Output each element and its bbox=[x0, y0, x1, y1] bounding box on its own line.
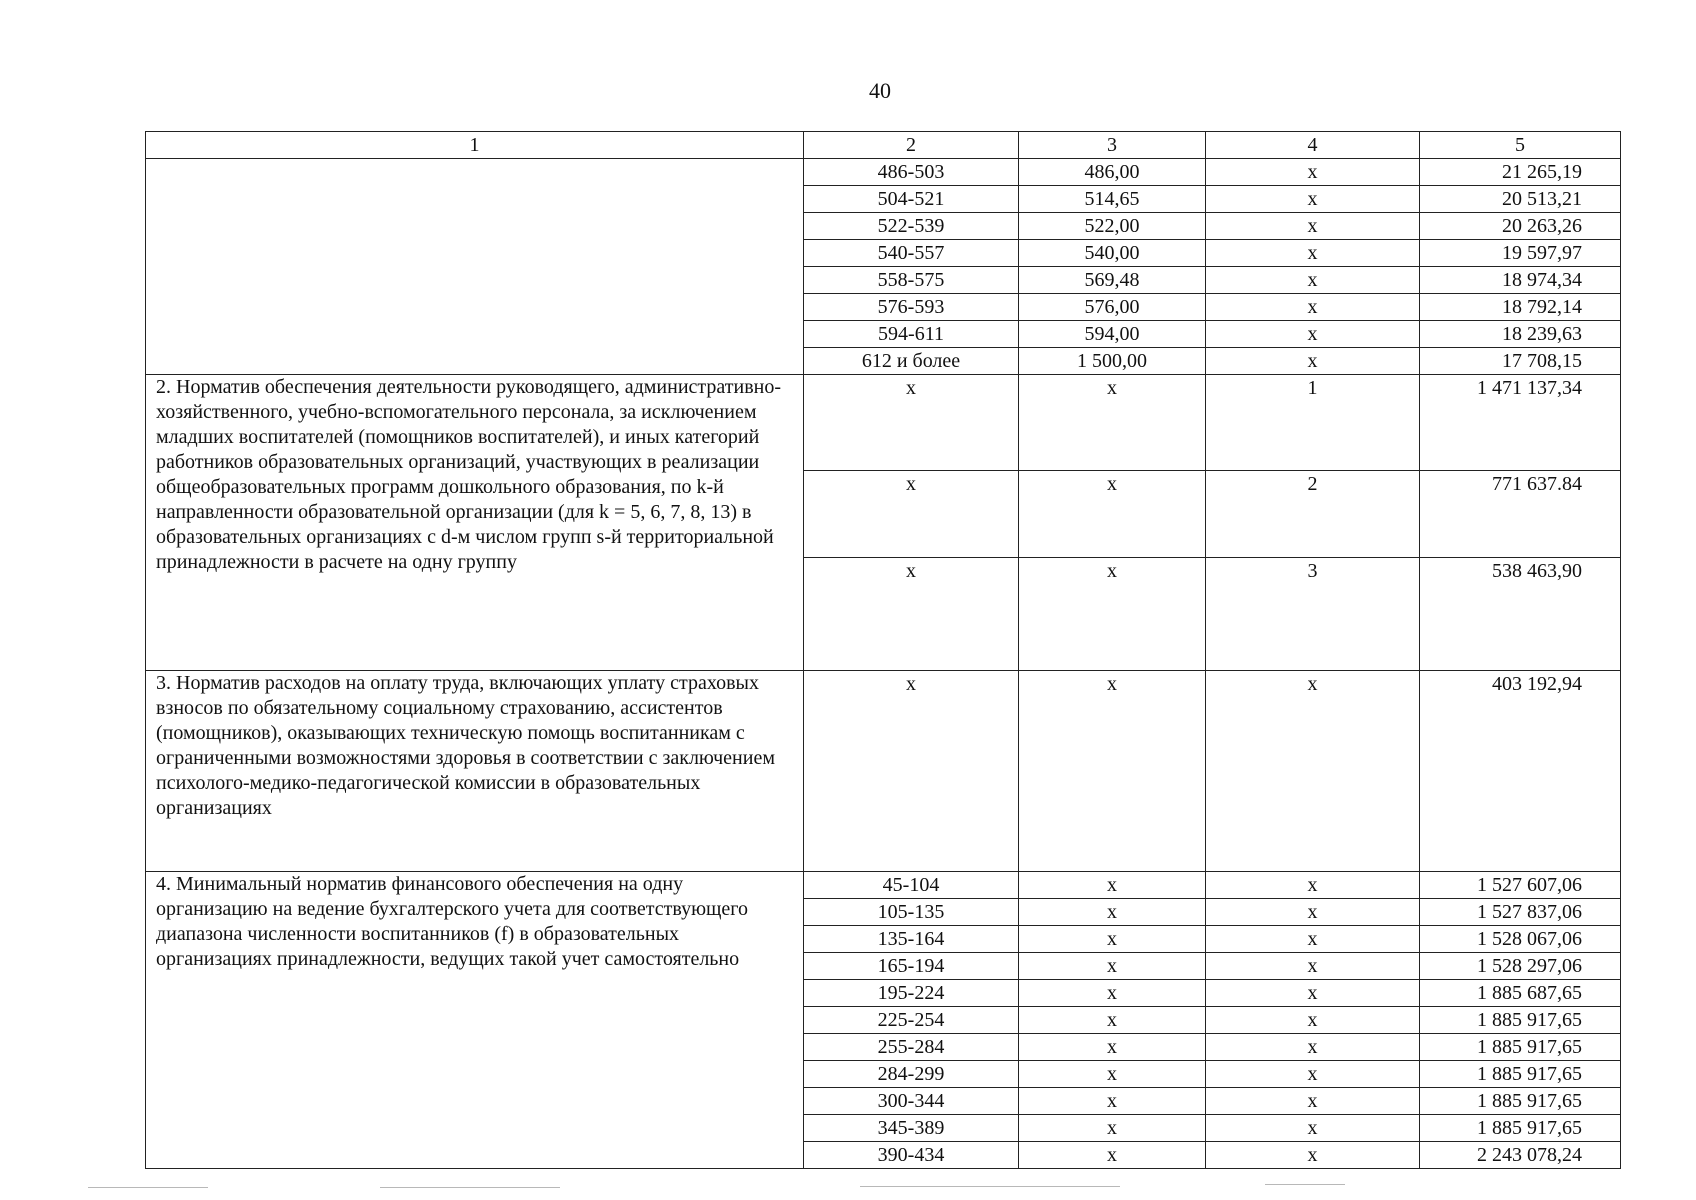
value-cell: x bbox=[1206, 1088, 1420, 1115]
scan-artifact-line bbox=[1265, 1184, 1345, 1185]
value-cell: x bbox=[1206, 926, 1420, 953]
range-cell: 558-575 bbox=[804, 267, 1019, 294]
range-cell: 300-344 bbox=[804, 1088, 1019, 1115]
value-cell: x bbox=[1206, 1061, 1420, 1088]
range-cell: 45-104 bbox=[804, 872, 1019, 899]
value-cell: 569,48 bbox=[1019, 267, 1206, 294]
amount-cell: 2 243 078,24 bbox=[1420, 1142, 1621, 1169]
value-cell: 514,65 bbox=[1019, 186, 1206, 213]
range-cell: 612 и более bbox=[804, 348, 1019, 375]
value-cell: x bbox=[1206, 186, 1420, 213]
value-cell: x bbox=[1206, 1007, 1420, 1034]
value-cell: x bbox=[1019, 872, 1206, 899]
value-cell: x bbox=[1206, 159, 1420, 186]
value-cell: x bbox=[1019, 899, 1206, 926]
value-cell: x bbox=[804, 471, 1019, 558]
range-cell: 522-539 bbox=[804, 213, 1019, 240]
scan-artifact-line bbox=[88, 1187, 208, 1188]
column-number: 2 bbox=[804, 132, 1019, 159]
amount-cell: 1 885 917,65 bbox=[1420, 1088, 1621, 1115]
amount-cell: 1 885 917,65 bbox=[1420, 1115, 1621, 1142]
amount-cell: 19 597,97 bbox=[1420, 240, 1621, 267]
value-cell: x bbox=[1206, 240, 1420, 267]
range-cell: 540-557 bbox=[804, 240, 1019, 267]
range-cell: 255-284 bbox=[804, 1034, 1019, 1061]
amount-cell: 1 471 137,34 bbox=[1420, 375, 1621, 471]
page-number: 40 bbox=[869, 78, 891, 103]
amount-cell: 18 792,14 bbox=[1420, 294, 1621, 321]
value-cell: x bbox=[1206, 267, 1420, 294]
value-cell: x bbox=[1206, 899, 1420, 926]
value-cell: x bbox=[1206, 872, 1420, 899]
value-cell: 1 500,00 bbox=[1019, 348, 1206, 375]
value-cell: x bbox=[804, 671, 1019, 872]
range-cell: 345-389 bbox=[804, 1115, 1019, 1142]
column-number: 3 bbox=[1019, 132, 1206, 159]
amount-cell: 1 885 917,65 bbox=[1420, 1007, 1621, 1034]
amount-cell: 1 885 917,65 bbox=[1420, 1034, 1621, 1061]
value-cell: x bbox=[1019, 1034, 1206, 1061]
section4-description: 4. Минимальный норматив финансового обеспечения на одну организацию на ведение бухгалтерского учета для соответствующего диапазона численности воспитанников (f) в образовательных организациях принадлежности, ведущих такой учет самостоятельно bbox=[146, 872, 804, 1169]
value-cell: x bbox=[1019, 471, 1206, 558]
amount-cell: 18 239,63 bbox=[1420, 321, 1621, 348]
value-cell: x bbox=[1019, 1007, 1206, 1034]
scan-artifact-line bbox=[380, 1187, 560, 1188]
value-cell: 3 bbox=[1206, 558, 1420, 671]
range-cell: 576-593 bbox=[804, 294, 1019, 321]
section3-description: 3. Норматив расходов на оплату труда, включающих уплату страховых взносов по обязательному социальному страхованию, ассистентов (помощников), оказывающих техническую помощь воспитанникам с ограниченными возможностями здоровья в соответствии с заключением психолого-медико-педагогической комиссии в образовательных организациях bbox=[146, 671, 804, 872]
value-cell: x bbox=[1019, 953, 1206, 980]
value-cell: x bbox=[1019, 1142, 1206, 1169]
value-cell: x bbox=[1019, 1088, 1206, 1115]
value-cell: x bbox=[1206, 294, 1420, 321]
norms-table bbox=[145, 131, 1621, 1169]
value-cell: x bbox=[1019, 375, 1206, 471]
range-cell: 390-434 bbox=[804, 1142, 1019, 1169]
range-cell: 195-224 bbox=[804, 980, 1019, 1007]
value-cell: x bbox=[1019, 926, 1206, 953]
amount-cell: 1 528 067,06 bbox=[1420, 926, 1621, 953]
section2-description: 2. Норматив обеспечения деятельности руководящего, административно-хозяйственного, учебно-вспомогательного персонала, за исключением младших воспитателей (помощников воспитателей), и иных категорий работников образовательных организаций, участвующих в реализации общеобразовательных программ дошкольного образования, по k-й направленности образовательной организации (для k = 5, 6, 7, 8, 13) в образовательных организациях с d-м числом групп s-й территориальной принадлежности в расчете на одну группу bbox=[146, 375, 804, 671]
range-cell: 135-164 bbox=[804, 926, 1019, 953]
table-row bbox=[146, 159, 1621, 186]
table-row bbox=[146, 872, 1621, 899]
value-cell: x bbox=[1019, 558, 1206, 671]
column-number: 5 bbox=[1420, 132, 1621, 159]
amount-cell: 1 527 607,06 bbox=[1420, 872, 1621, 899]
value-cell: x bbox=[1206, 953, 1420, 980]
range-cell: 284-299 bbox=[804, 1061, 1019, 1088]
range-cell: 105-135 bbox=[804, 899, 1019, 926]
value-cell: 594,00 bbox=[1019, 321, 1206, 348]
amount-cell: 17 708,15 bbox=[1420, 348, 1621, 375]
amount-cell: 1 885 917,65 bbox=[1420, 1061, 1621, 1088]
amount-cell: 1 527 837,06 bbox=[1420, 899, 1621, 926]
amount-cell: 538 463,90 bbox=[1420, 558, 1621, 671]
value-cell: 576,00 bbox=[1019, 294, 1206, 321]
column-number: 4 bbox=[1206, 132, 1420, 159]
amount-cell: 18 974,34 bbox=[1420, 267, 1621, 294]
value-cell: x bbox=[1206, 1034, 1420, 1061]
amount-cell: 1 528 297,06 bbox=[1420, 953, 1621, 980]
column-number: 1 bbox=[146, 132, 804, 159]
value-cell: x bbox=[804, 558, 1019, 671]
amount-cell: 20 263,26 bbox=[1420, 213, 1621, 240]
value-cell: x bbox=[1206, 1115, 1420, 1142]
value-cell: x bbox=[1206, 980, 1420, 1007]
value-cell: 1 bbox=[1206, 375, 1420, 471]
value-cell: 486,00 bbox=[1019, 159, 1206, 186]
value-cell: x bbox=[1206, 671, 1420, 872]
amount-cell: 771 637.84 bbox=[1420, 471, 1621, 558]
column-number-row bbox=[146, 132, 1621, 159]
table-row bbox=[146, 375, 1621, 471]
value-cell: x bbox=[1019, 1061, 1206, 1088]
amount-cell: 20 513,21 bbox=[1420, 186, 1621, 213]
range-cell: 165-194 bbox=[804, 953, 1019, 980]
section1-description-cell bbox=[146, 159, 804, 375]
value-cell: x bbox=[1206, 1142, 1420, 1169]
table-row bbox=[146, 671, 1621, 872]
amount-cell: 21 265,19 bbox=[1420, 159, 1621, 186]
value-cell: x bbox=[1019, 980, 1206, 1007]
scan-artifact-line bbox=[860, 1186, 1120, 1187]
range-cell: 225-254 bbox=[804, 1007, 1019, 1034]
value-cell: x bbox=[1019, 1115, 1206, 1142]
range-cell: 594-611 bbox=[804, 321, 1019, 348]
range-cell: 486-503 bbox=[804, 159, 1019, 186]
value-cell: 540,00 bbox=[1019, 240, 1206, 267]
amount-cell: 1 885 687,65 bbox=[1420, 980, 1621, 1007]
value-cell: x bbox=[1019, 671, 1206, 872]
value-cell: x bbox=[1206, 348, 1420, 375]
value-cell: x bbox=[1206, 321, 1420, 348]
range-cell: 504-521 bbox=[804, 186, 1019, 213]
value-cell: x bbox=[804, 375, 1019, 471]
value-cell: x bbox=[1206, 213, 1420, 240]
amount-cell: 403 192,94 bbox=[1420, 671, 1621, 872]
value-cell: 2 bbox=[1206, 471, 1420, 558]
value-cell: 522,00 bbox=[1019, 213, 1206, 240]
